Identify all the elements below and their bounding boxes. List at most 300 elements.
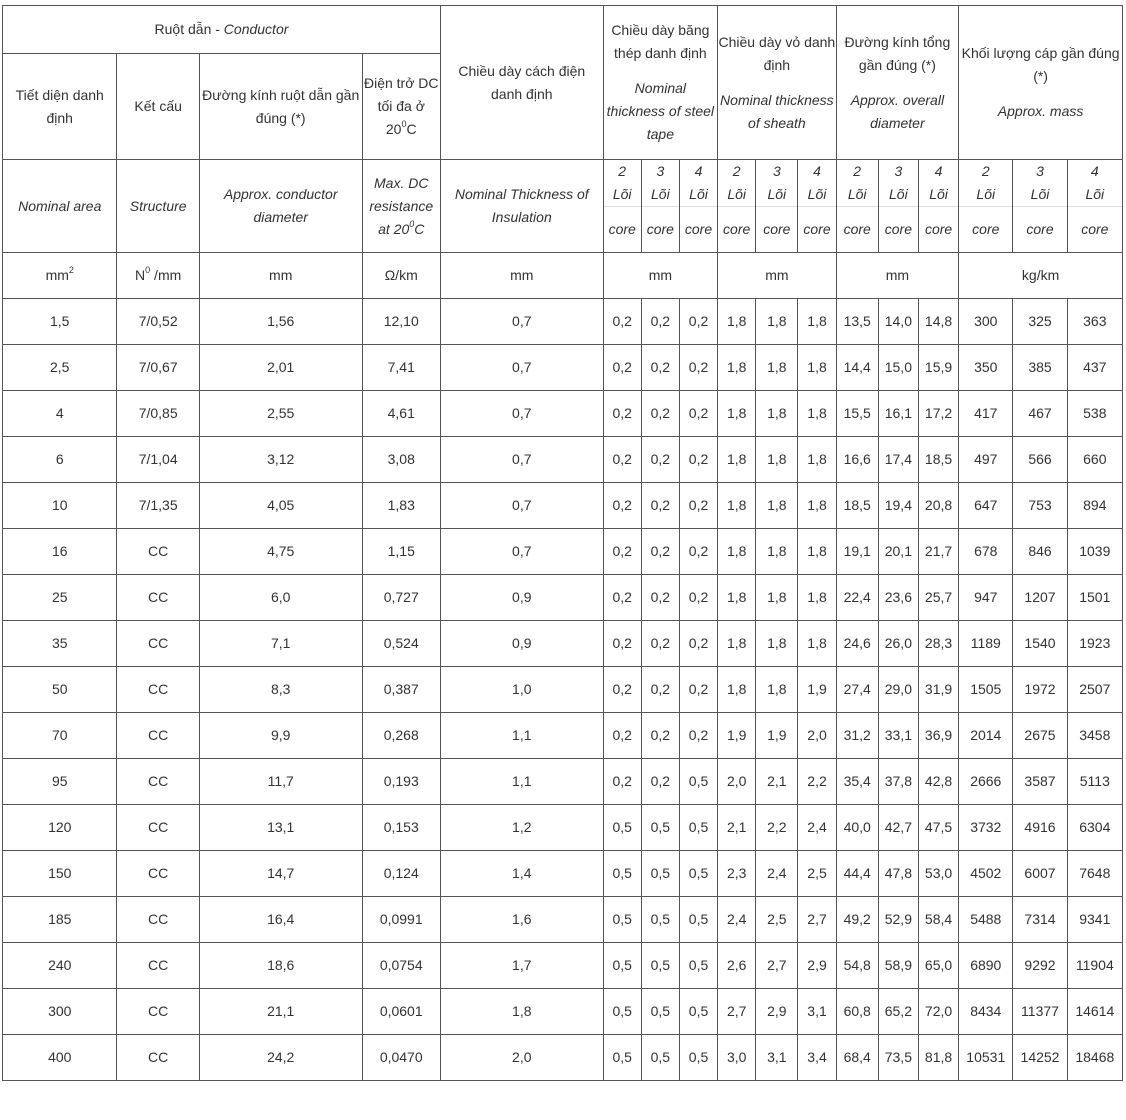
cell-steel-2core: 0,2 [603,529,641,575]
cell-mass-2core: 1189 [959,621,1013,667]
cell-mass-4core: 894 [1067,483,1122,529]
cell-mass-3core: 4916 [1013,805,1067,851]
cell-steel-4core: 0,5 [679,989,717,1035]
cell-overall-2core: 18,5 [836,483,878,529]
cell-steel-4core: 0,5 [679,759,717,805]
cell-conductor-diameter: 11,7 [199,759,362,805]
cable-spec-table [2,5,1123,1081]
table-row [3,621,1123,667]
header-dc-resistance-vi: Điện trở DC tối đa ở $20^0C$ [362,54,440,160]
cell-structure: CC [117,989,199,1035]
cell-mass-3core: 14252 [1013,1035,1067,1081]
cell-overall-4core: 25,7 [918,575,958,621]
cell-steel-4core: 0,2 [679,529,717,575]
unit-conductor-diameter: mm [199,253,362,299]
cell-steel-3core: 0,2 [641,345,679,391]
cell-nominal-area: 4 [3,391,117,437]
cell-overall-2core: 68,4 [836,1035,878,1081]
cell-sheath-2core: 1,8 [718,575,756,621]
cell-sheath-2core: 2,7 [718,989,756,1035]
cell-steel-2core: 0,2 [603,483,641,529]
cell-mass-3core: 1540 [1013,621,1067,667]
core-label-en: core [679,207,717,253]
cell-insulation: 1,1 [440,759,603,805]
cell-mass-4core: 538 [1067,391,1122,437]
core-label-en: core [1013,207,1067,253]
cell-sheath-3core: 2,2 [756,805,798,851]
core-label-en: core [641,207,679,253]
cell-dc-resistance: 12,10 [362,299,440,345]
cell-dc-resistance: 1,83 [362,483,440,529]
table-row [3,805,1123,851]
cell-sheath-3core: 3,1 [756,1035,798,1081]
cell-overall-4core: 28,3 [918,621,958,667]
cell-sheath-3core: 1,8 [756,667,798,713]
cell-sheath-2core: 2,0 [718,759,756,805]
cell-overall-2core: 16,6 [836,437,878,483]
cell-sheath-2core: 2,1 [718,805,756,851]
cell-mass-3core: 325 [1013,299,1067,345]
cell-mass-4core: 1923 [1067,621,1122,667]
cell-nominal-area: 25 [3,575,117,621]
core-label: 4 Lõi [1067,160,1122,207]
cell-overall-3core: 42,7 [878,805,918,851]
cell-mass-2core: 350 [959,345,1013,391]
cell-sheath-4core: 3,4 [798,1035,836,1081]
cell-sheath-4core: 2,0 [798,713,836,759]
cell-structure: 7/0,85 [117,391,199,437]
cell-overall-4core: 15,9 [918,345,958,391]
core-label-en: core [878,207,918,253]
header-sheath: Chiều dày vỏ danh định Nominal thickness of sheath [718,6,837,160]
cell-conductor-diameter: 6,0 [199,575,362,621]
cell-mass-2core: 678 [959,529,1013,575]
header-nominal-area-en: Nominal area [3,160,117,253]
cell-conductor-diameter: 2,01 [199,345,362,391]
table-row [3,529,1123,575]
cell-structure: CC [117,621,199,667]
table-row [3,437,1123,483]
cell-dc-resistance: 4,61 [362,391,440,437]
unit-dc-resistance: Ω/km [362,253,440,299]
cell-insulation: 1,8 [440,989,603,1035]
core-label: 2 Lõi [718,160,756,207]
cell-mass-2core: 2014 [959,713,1013,759]
core-label: 3 Lõi [1013,160,1067,207]
cell-dc-resistance: 7,41 [362,345,440,391]
cell-insulation: 0,7 [440,299,603,345]
cell-sheath-2core: 1,8 [718,345,756,391]
cell-conductor-diameter: 9,9 [199,713,362,759]
cell-insulation: 1,7 [440,943,603,989]
cell-insulation: 0,7 [440,437,603,483]
cell-steel-2core: 0,5 [603,1035,641,1081]
cell-sheath-3core: 2,4 [756,851,798,897]
cell-insulation: 0,9 [440,575,603,621]
cell-steel-3core: 0,2 [641,391,679,437]
cell-steel-2core: 0,5 [603,989,641,1035]
cell-mass-3core: 3587 [1013,759,1067,805]
cell-sheath-3core: 1,8 [756,529,798,575]
cell-sheath-4core: 1,8 [798,621,836,667]
cell-mass-3core: 1207 [1013,575,1067,621]
cell-structure: CC [117,713,199,759]
cell-overall-2core: 22,4 [836,575,878,621]
cell-mass-2core: 300 [959,299,1013,345]
cell-mass-2core: 5488 [959,897,1013,943]
cell-conductor-diameter: 13,1 [199,805,362,851]
core-label: 2 Lõi [836,160,878,207]
cell-steel-4core: 0,2 [679,667,717,713]
cell-structure: CC [117,759,199,805]
cell-overall-4core: 14,8 [918,299,958,345]
cell-steel-2core: 0,5 [603,897,641,943]
core-label: 2 Lõi [959,160,1013,207]
cell-sheath-3core: 1,8 [756,483,798,529]
cell-steel-4core: 0,2 [679,345,717,391]
cell-nominal-area: 120 [3,805,117,851]
cell-mass-4core: 11904 [1067,943,1122,989]
cell-mass-4core: 9341 [1067,897,1122,943]
core-label-en: core [756,207,798,253]
cell-overall-2core: 24,6 [836,621,878,667]
cell-overall-3core: 73,5 [878,1035,918,1081]
cell-steel-3core: 0,5 [641,1035,679,1081]
cell-nominal-area: 6 [3,437,117,483]
cell-mass-3core: 1972 [1013,667,1067,713]
cell-steel-2core: 0,5 [603,851,641,897]
cell-overall-4core: 21,7 [918,529,958,575]
cell-insulation: 1,2 [440,805,603,851]
table-row [3,943,1123,989]
cell-sheath-2core: 1,8 [718,391,756,437]
cell-sheath-3core: 1,8 [756,437,798,483]
cell-overall-3core: 37,8 [878,759,918,805]
cell-conductor-diameter: 4,75 [199,529,362,575]
cell-steel-3core: 0,2 [641,667,679,713]
cell-mass-3core: 9292 [1013,943,1067,989]
cell-overall-3core: 19,4 [878,483,918,529]
cell-structure: CC [117,1035,199,1081]
header-steel-tape: Chiều dày băng thép danh định Nominal thickness of steel tape [603,6,717,160]
cell-sheath-2core: 1,8 [718,667,756,713]
cell-structure: CC [117,943,199,989]
cell-sheath-3core: 1,8 [756,575,798,621]
core-label: 3 Lõi [756,160,798,207]
cell-mass-2core: 2666 [959,759,1013,805]
unit-mass: kg/km [959,253,1123,299]
core-label-en: core [1067,207,1122,253]
cell-overall-4core: 58,4 [918,897,958,943]
core-label-en: core [798,207,836,253]
cell-dc-resistance: 0,0601 [362,989,440,1035]
core-label-en: core [718,207,756,253]
cell-overall-3core: 17,4 [878,437,918,483]
cell-overall-2core: 27,4 [836,667,878,713]
cell-steel-4core: 0,2 [679,437,717,483]
cell-overall-4core: 42,8 [918,759,958,805]
cell-overall-3core: 58,9 [878,943,918,989]
cell-insulation: 0,7 [440,391,603,437]
cell-sheath-3core: 1,8 [756,345,798,391]
cell-mass-4core: 363 [1067,299,1122,345]
table-row [3,299,1123,345]
cell-sheath-4core: 2,2 [798,759,836,805]
cell-steel-4core: 0,2 [679,391,717,437]
cell-sheath-4core: 2,5 [798,851,836,897]
cell-sheath-4core: 1,8 [798,345,836,391]
cell-mass-2core: 3732 [959,805,1013,851]
cell-conductor-diameter: 21,1 [199,989,362,1035]
core-label: 2 Lõi [603,160,641,207]
cell-overall-3core: 47,8 [878,851,918,897]
cell-sheath-2core: 1,8 [718,483,756,529]
cell-overall-3core: 14,0 [878,299,918,345]
cell-nominal-area: 150 [3,851,117,897]
table-row [3,713,1123,759]
table-body [3,299,1123,1081]
cell-steel-4core: 0,2 [679,713,717,759]
cell-nominal-area: 185 [3,897,117,943]
cell-steel-4core: 0,5 [679,943,717,989]
cell-conductor-diameter: 4,05 [199,483,362,529]
cell-steel-2core: 0,5 [603,805,641,851]
cell-conductor-diameter: 2,55 [199,391,362,437]
cell-overall-4core: 72,0 [918,989,958,1035]
cell-dc-resistance: 0,193 [362,759,440,805]
cell-mass-3core: 11377 [1013,989,1067,1035]
cell-steel-4core: 0,5 [679,805,717,851]
cell-insulation: 0,7 [440,529,603,575]
cell-overall-4core: 20,8 [918,483,958,529]
table-row [3,345,1123,391]
cell-nominal-area: 2,5 [3,345,117,391]
cell-mass-3core: 2675 [1013,713,1067,759]
cell-conductor-diameter: 7,1 [199,621,362,667]
cell-conductor-diameter: 14,7 [199,851,362,897]
cell-dc-resistance: 0,0754 [362,943,440,989]
cell-insulation: 2,0 [440,1035,603,1081]
cell-nominal-area: 16 [3,529,117,575]
cell-steel-2core: 0,2 [603,621,641,667]
cell-overall-3core: 29,0 [878,667,918,713]
cell-insulation: 1,0 [440,667,603,713]
cell-overall-2core: 35,4 [836,759,878,805]
cell-mass-3core: 467 [1013,391,1067,437]
cell-overall-2core: 31,2 [836,713,878,759]
cell-mass-2core: 497 [959,437,1013,483]
cell-steel-3core: 0,2 [641,483,679,529]
unit-overall-diameter: mm [836,253,959,299]
cell-sheath-2core: 1,8 [718,299,756,345]
header-dc-resistance-en: Max. DC resistance at $20^0C$ [362,160,440,253]
cell-insulation: 1,1 [440,713,603,759]
cell-mass-2core: 4502 [959,851,1013,897]
cell-sheath-3core: 2,1 [756,759,798,805]
table-row [3,483,1123,529]
cell-dc-resistance: 3,08 [362,437,440,483]
cell-mass-3core: 753 [1013,483,1067,529]
cell-steel-4core: 0,5 [679,851,717,897]
cell-structure: CC [117,851,199,897]
cell-mass-3core: 6007 [1013,851,1067,897]
table-row [3,897,1123,943]
cell-insulation: 1,6 [440,897,603,943]
header-mass: Khối lượng cáp gần đúng (*) Approx. mass [959,6,1123,160]
cell-dc-resistance: 0,387 [362,667,440,713]
cell-nominal-area: 10 [3,483,117,529]
cell-overall-4core: 65,0 [918,943,958,989]
cell-sheath-4core: 1,8 [798,437,836,483]
cell-dc-resistance: 0,727 [362,575,440,621]
cell-steel-4core: 0,5 [679,1035,717,1081]
cell-steel-4core: 0,2 [679,621,717,667]
cell-sheath-3core: 1,8 [756,621,798,667]
cell-steel-4core: 0,5 [679,897,717,943]
core-label: 3 Lõi [878,160,918,207]
cell-nominal-area: 1,5 [3,299,117,345]
cell-mass-4core: 2507 [1067,667,1122,713]
core-label-en: core [959,207,1013,253]
cell-structure: 7/0,67 [117,345,199,391]
cell-structure: 7/1,04 [117,437,199,483]
cell-mass-2core: 1505 [959,667,1013,713]
cell-structure: CC [117,667,199,713]
cell-steel-3core: 0,2 [641,575,679,621]
cell-nominal-area: 240 [3,943,117,989]
table-row [3,391,1123,437]
header-insulation-en: Nominal Thickness of Insulation [440,160,603,253]
cell-sheath-4core: 3,1 [798,989,836,1035]
cell-dc-resistance: 1,15 [362,529,440,575]
cell-sheath-3core: 1,8 [756,299,798,345]
cell-overall-2core: 13,5 [836,299,878,345]
cell-overall-3core: 33,1 [878,713,918,759]
cell-mass-4core: 14614 [1067,989,1122,1035]
cell-sheath-3core: 1,9 [756,713,798,759]
cell-steel-2core: 0,2 [603,391,641,437]
unit-insulation: mm [440,253,603,299]
cell-insulation: 1,4 [440,851,603,897]
cell-conductor-diameter: 3,12 [199,437,362,483]
core-label: 3 Lõi [641,160,679,207]
cell-structure: CC [117,575,199,621]
cell-overall-4core: 18,5 [918,437,958,483]
header-overall-diameter: Đường kính tổng gần đúng (*) Approx. overall diameter [836,6,959,160]
cell-overall-3core: 26,0 [878,621,918,667]
cell-overall-3core: 15,0 [878,345,918,391]
cell-sheath-2core: 1,8 [718,529,756,575]
cell-overall-4core: 53,0 [918,851,958,897]
table-row [3,989,1123,1035]
unit-sheath: mm [718,253,837,299]
cell-conductor-diameter: 24,2 [199,1035,362,1081]
table-header [3,6,1123,299]
cell-sheath-4core: 1,8 [798,299,836,345]
cell-sheath-3core: 1,8 [756,391,798,437]
cell-mass-3core: 566 [1013,437,1067,483]
cell-sheath-4core: 2,4 [798,805,836,851]
table-row [3,851,1123,897]
cell-mass-2core: 8434 [959,989,1013,1035]
cell-structure: CC [117,805,199,851]
cell-steel-3core: 0,2 [641,713,679,759]
cell-steel-2core: 0,2 [603,437,641,483]
cell-overall-3core: 52,9 [878,897,918,943]
cell-sheath-4core: 1,8 [798,529,836,575]
cell-conductor-diameter: 8,3 [199,667,362,713]
cell-steel-2core: 0,2 [603,667,641,713]
cell-mass-4core: 3458 [1067,713,1122,759]
cell-mass-4core: 437 [1067,345,1122,391]
cell-overall-3core: 20,1 [878,529,918,575]
header-conductor-group: Ruột dẫn - Conductor [3,6,441,54]
cell-mass-4core: 660 [1067,437,1122,483]
cell-conductor-diameter: 18,6 [199,943,362,989]
cell-mass-2core: 647 [959,483,1013,529]
core-label-en: core [918,207,958,253]
unit-steel-tape: mm [603,253,717,299]
cell-overall-2core: 15,5 [836,391,878,437]
cell-sheath-4core: 1,8 [798,391,836,437]
header-structure-en: Structure [117,160,199,253]
table-row [3,759,1123,805]
cell-mass-3core: 7314 [1013,897,1067,943]
cell-sheath-4core: 2,7 [798,897,836,943]
cell-sheath-3core: 2,9 [756,989,798,1035]
cell-mass-4core: 1501 [1067,575,1122,621]
core-label: 4 Lõi [679,160,717,207]
cell-steel-2core: 0,2 [603,575,641,621]
cell-mass-4core: 7648 [1067,851,1122,897]
cell-steel-3core: 0,5 [641,943,679,989]
cell-steel-3core: 0,2 [641,759,679,805]
cell-nominal-area: 35 [3,621,117,667]
cell-steel-2core: 0,5 [603,943,641,989]
cell-structure: CC [117,529,199,575]
cell-overall-2core: 60,8 [836,989,878,1035]
header-insulation-vi: Chiều dày cách điện danh định [440,6,603,160]
cell-overall-2core: 19,1 [836,529,878,575]
cell-sheath-2core: 2,3 [718,851,756,897]
cell-dc-resistance: 0,268 [362,713,440,759]
cell-sheath-4core: 1,9 [798,667,836,713]
cell-insulation: 0,7 [440,345,603,391]
cell-steel-3core: 0,5 [641,805,679,851]
cell-sheath-2core: 3,0 [718,1035,756,1081]
cell-sheath-2core: 1,8 [718,621,756,667]
cell-mass-3core: 846 [1013,529,1067,575]
table-row [3,575,1123,621]
cell-structure: 7/1,35 [117,483,199,529]
cell-steel-3core: 0,5 [641,989,679,1035]
cell-dc-resistance: 0,0991 [362,897,440,943]
cell-overall-4core: 81,8 [918,1035,958,1081]
cell-nominal-area: 300 [3,989,117,1035]
cell-nominal-area: 50 [3,667,117,713]
cell-overall-2core: 14,4 [836,345,878,391]
cell-mass-3core: 385 [1013,345,1067,391]
cell-steel-3core: 0,2 [641,621,679,667]
cell-dc-resistance: 0,153 [362,805,440,851]
cell-structure: CC [117,897,199,943]
cell-steel-2core: 0,2 [603,759,641,805]
cell-overall-2core: 54,8 [836,943,878,989]
cell-mass-2core: 6890 [959,943,1013,989]
cell-sheath-2core: 1,9 [718,713,756,759]
cell-overall-4core: 47,5 [918,805,958,851]
cell-mass-2core: 947 [959,575,1013,621]
